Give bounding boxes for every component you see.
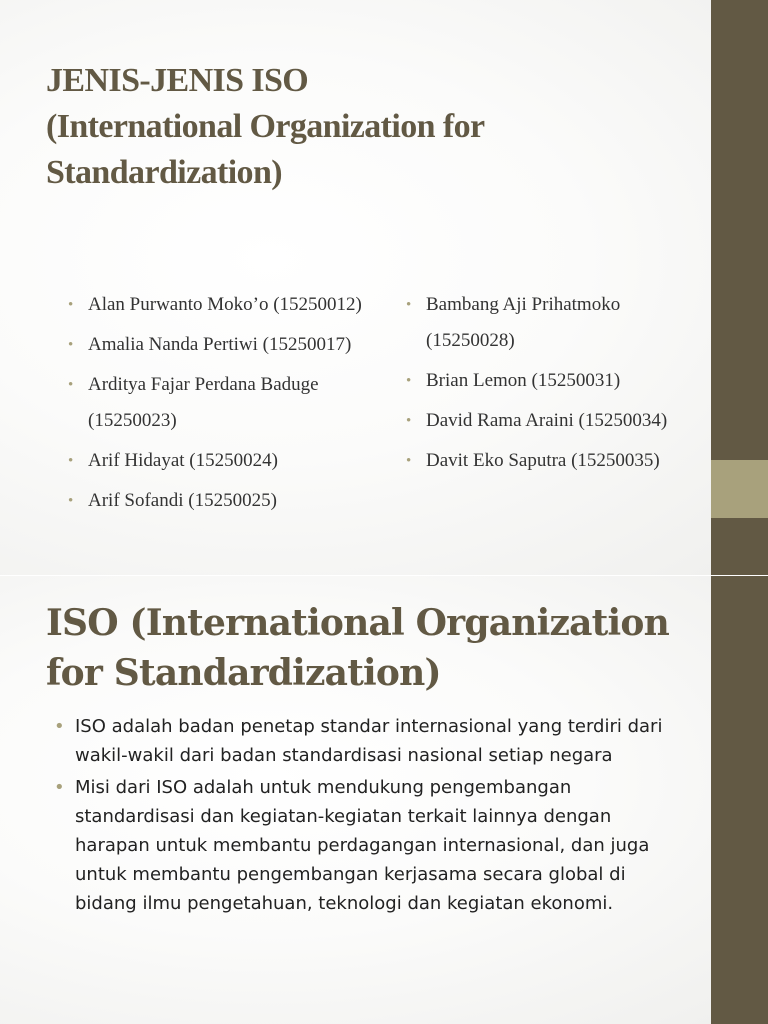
slide-1-side-bar — [711, 0, 768, 575]
slide-1-title-line: (International Organization for — [46, 108, 485, 145]
slide-1-title-line: JENIS-JENIS ISO — [46, 62, 309, 99]
side-bar-accent-block — [711, 460, 768, 518]
list-item: • Davit Eko Saputra (15250035) — [406, 443, 706, 479]
list-item: • Arif Sofandi (15250025) — [68, 483, 403, 519]
list-item: • Alan Purwanto Moko’o (15250012) — [68, 287, 403, 323]
list-item: • Brian Lemon (15250031) — [406, 363, 706, 399]
slide-1-title-line: Standardization) — [46, 154, 282, 191]
slide-2-title — [46, 598, 686, 698]
member-list-right — [406, 287, 706, 483]
slide-2-title-line: ISO (International Organization — [46, 602, 669, 644]
list-item: • Arditya Fajar Perdana Baduge (15250023) — [68, 367, 343, 439]
slide-2 — [0, 576, 768, 1024]
list-item: • Bambang Aji Prihatmoko (15250028) — [406, 287, 656, 359]
slide-2-bullet-list — [54, 712, 694, 921]
list-item: • Arif Hidayat (15250024) — [68, 443, 403, 479]
member-list-left — [68, 287, 403, 523]
bullet-item: • Misi dari ISO adalah untuk mendukung pengembangan standardisasi dan kegiatan-kegiatan terkait lainnya dengan harapan untuk membantu perdagangan internasional, dan juga untuk membantu pengembangan kerjasama secara global di bidang ilmu pengetahuan, teknologi dan kegiatan ekonomi. — [54, 773, 675, 918]
slide-2-side-bar — [711, 576, 768, 1024]
bullet-item: • ISO adalah badan penetap standar internasional yang terdiri dari wakil-wakil dari badan standardisasi nasional setiap negara — [54, 712, 665, 770]
list-item: • David Rama Araini (15250034) — [406, 403, 706, 439]
slide-2-title-line: for Standardization) — [46, 652, 441, 694]
slide-1-title — [46, 58, 666, 196]
list-item: • Amalia Nanda Pertiwi (15250017) — [68, 327, 403, 363]
